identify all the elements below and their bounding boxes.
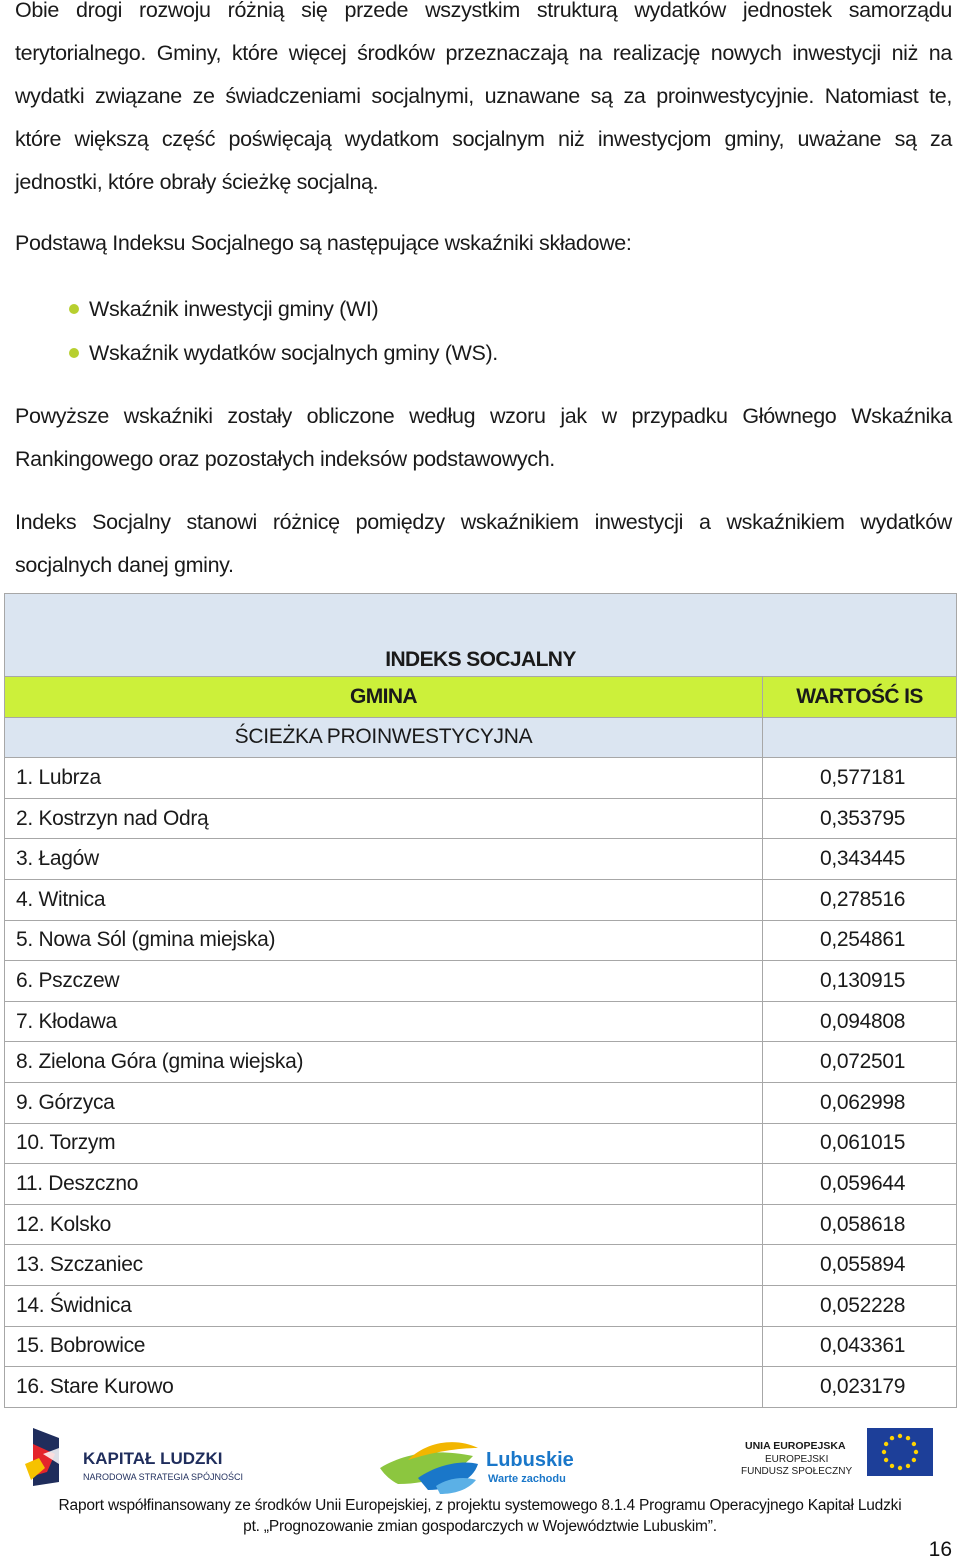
column-header-gmina: GMINA [5, 677, 763, 718]
page-number: 16 [928, 1538, 952, 1561]
value-cell: 0,577181 [763, 758, 957, 799]
gmina-cell: 14. Świdnica [5, 1285, 763, 1326]
table-row [5, 961, 957, 1002]
gmina-cell: 6. Pszczew [5, 961, 763, 1002]
table-row [5, 1245, 957, 1286]
table-row [5, 1285, 957, 1326]
components-paragraph: Podstawą Indeksu Socjalnego są następujące wskaźniki składowe: [15, 231, 632, 255]
gmina-cell: 16. Stare Kurowo [5, 1367, 763, 1408]
table-row [5, 1082, 957, 1123]
lubuskie-logo [378, 1434, 578, 1496]
eu-star-icon [882, 1450, 886, 1454]
footer-logos [0, 1418, 960, 1498]
table-row [5, 798, 957, 839]
table-row [5, 920, 957, 961]
value-cell: 0,055894 [763, 1245, 957, 1286]
table-row [5, 1042, 957, 1083]
footer-line-2: pt. „Prognozowanie zmian gospodarczych w Województwie Lubuskim”. [243, 1518, 717, 1535]
gmina-cell: 10. Torzym [5, 1123, 763, 1164]
list-item: Wskaźnik inwestycji gminy (WI) [0, 287, 960, 331]
value-cell: 0,061015 [763, 1123, 957, 1164]
table-row [5, 1204, 957, 1245]
section-label: ŚCIEŻKA PROINWESTYCYJNA [5, 717, 763, 758]
table-row [5, 879, 957, 920]
value-cell: 0,343445 [763, 839, 957, 880]
gmina-cell: 13. Szczaniec [5, 1245, 763, 1286]
gmina-cell: 4. Witnica [5, 879, 763, 920]
svg-text:Warte zachodu: Warte zachodu [488, 1473, 566, 1485]
value-cell: 0,059644 [763, 1164, 957, 1205]
table-title: INDEKS SOCJALNY [5, 594, 957, 677]
table-row [5, 1123, 957, 1164]
svg-text:UNIA EUROPEJSKA: UNIA EUROPEJSKA [745, 1440, 846, 1452]
value-cell: 0,353795 [763, 798, 957, 839]
gmina-cell: 7. Kłodawa [5, 1001, 763, 1042]
table-row [5, 1367, 957, 1408]
eu-star-icon [898, 1434, 902, 1438]
bullet-icon [69, 304, 79, 314]
gmina-cell: 11. Deszczno [5, 1164, 763, 1205]
eu-star-icon [912, 1442, 916, 1446]
gmina-cell: 9. Górzyca [5, 1082, 763, 1123]
bullet-icon [69, 348, 79, 358]
table-row [5, 1326, 957, 1367]
value-cell: 0,278516 [763, 879, 957, 920]
section-empty-cell [763, 717, 957, 758]
value-cell: 0,058618 [763, 1204, 957, 1245]
table-row [5, 839, 957, 880]
value-cell: 0,094808 [763, 1001, 957, 1042]
eu-star-icon [890, 1464, 894, 1468]
gmina-cell: 15. Bobrowice [5, 1326, 763, 1367]
kapital-ludzki-logo [25, 1424, 245, 1494]
value-cell: 0,254861 [763, 920, 957, 961]
eu-star-icon [898, 1466, 902, 1470]
definition-paragraph: Indeks Socjalny stanowi różnicę pomiędzy wskaźnikiem inwestycji a wskaźnikiem wydatków socjalnych danej gminy. [15, 510, 952, 577]
intro-paragraph: Obie drogi rozwoju różnią się przede wszystkim strukturą wydatków jednostek samorządu terytorialnego. Gminy, które więcej środków przeznaczają na realizację nowych inwestycji niż na wydatki związane ze świadczeniami socjalnymi, uznawane są za proinwestycyjnie. Natomiast te, które większą część poświęcają wydatkom socjalnym niż inwestycjom gminy, uważane są za jednostki, które obrały ścieżkę socjalną. [15, 0, 952, 194]
svg-text:NARODOWA STRATEGIA SPÓJNOŚCI: NARODOWA STRATEGIA SPÓJNOŚCI [83, 1472, 244, 1482]
svg-text:EUROPEJSKI: EUROPEJSKI [765, 1454, 829, 1465]
value-cell: 0,072501 [763, 1042, 957, 1083]
column-header-value: WARTOŚĆ IS [763, 677, 957, 718]
gmina-cell: 3. Łagów [5, 839, 763, 880]
table-row [5, 1001, 957, 1042]
eu-star-icon [912, 1458, 916, 1462]
table-row [5, 1164, 957, 1205]
svg-text:KAPITAŁ LUDZKI: KAPITAŁ LUDZKI [83, 1449, 223, 1468]
gmina-cell: 8. Zielona Góra (gmina wiejska) [5, 1042, 763, 1083]
footer-line-1: Raport współfinansowany ze środków Unii Europejskiej, z projektu systemowego 8.1.4 Programu Operacyjnego Kapitał Ludzki [58, 1497, 902, 1514]
value-cell: 0,052228 [763, 1285, 957, 1326]
eu-star-icon [890, 1436, 894, 1440]
social-index-table [4, 593, 957, 1408]
value-cell: 0,043361 [763, 1326, 957, 1367]
list-item: Wskaźnik wydatków socjalnych gminy (WS). [0, 331, 960, 375]
eu-star-icon [884, 1458, 888, 1462]
value-cell: 0,062998 [763, 1082, 957, 1123]
formula-paragraph: Powyższe wskaźniki zostały obliczone według wzoru jak w przypadku Głównego Wskaźnika Rankingowego oraz pozostałych indeksów podstawowych. [15, 404, 952, 471]
eu-star-icon [914, 1450, 918, 1454]
svg-text:Lubuskie: Lubuskie [486, 1449, 574, 1471]
gmina-cell: 12. Kolsko [5, 1204, 763, 1245]
indicator-list [0, 287, 960, 375]
table-body [5, 758, 957, 1408]
gmina-cell: 5. Nowa Sól (gmina miejska) [5, 920, 763, 961]
value-cell: 0,023179 [763, 1367, 957, 1408]
eu-star-icon [884, 1442, 888, 1446]
eu-star-icon [906, 1436, 910, 1440]
gmina-cell: 2. Kostrzyn nad Odrą [5, 798, 763, 839]
table-row [5, 758, 957, 799]
value-cell: 0,130915 [763, 961, 957, 1002]
eu-social-fund-logo [727, 1418, 947, 1500]
gmina-cell: 1. Lubrza [5, 758, 763, 799]
eu-star-icon [906, 1464, 910, 1468]
svg-text:FUNDUSZ SPOŁECZNY: FUNDUSZ SPOŁECZNY [741, 1466, 853, 1477]
